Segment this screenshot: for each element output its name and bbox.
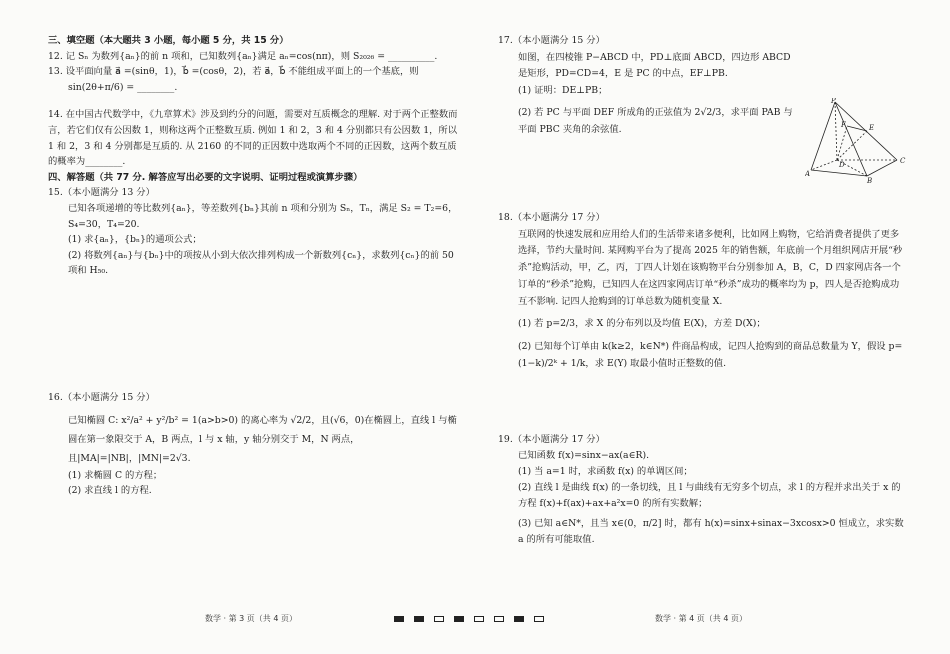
label-b: B xyxy=(867,177,873,183)
question-18-part2: (2) 已知每个订单由 k(k≥2，k∈N*) 件商品构成，记四人抢购到的商品总数量为 Y，假设 p=(1−k)/2ᵏ + 1/k，求 E(Y) 取最小值时正整数的值. xyxy=(518,340,903,369)
question-14: 14. 在中国古代数学中，《九章算术》涉及到约分的问题，需要对互质概念的理解. 对于两个正整数而言，若它们仅有公因数 1，则称这两个正整数互质. 例如 1 和 2，3 和 4 分别都只有公因数 1，所以 1 和 2，3 和 4 分别都是互质的. 从 2160 的不同的正因数中选取两个不同的正因数，这两个数互质的概率为________. xyxy=(48,109,458,168)
mark xyxy=(474,616,484,622)
label-p: P xyxy=(831,98,836,105)
question-17-block xyxy=(498,33,798,138)
question-13-line1: 13. 设平面向量 a⃗ =(sinθ，1)，b⃗ =(cosθ，2)，若 a⃗，b⃗ 不能组成平面上的一个基底，则 xyxy=(48,66,419,78)
edge-df xyxy=(837,126,847,160)
label-a: A xyxy=(805,170,811,178)
mark xyxy=(434,616,444,622)
question-15-part1: (1) 求{aₙ}，{bₙ}的通项公式； xyxy=(68,234,202,246)
label-e: E xyxy=(869,124,875,132)
section-fill-in-heading: 三、填空题（本大题共 3 小题，每小题 5 分，共 15 分） xyxy=(48,35,289,46)
question-19-part3: (3) 已知 a∈N*，且当 x∈(0，π/2] 时，都有 h(x)=sinx+sinax−3xcosx>0 恒成立，求实数 a 的所有可能取值. xyxy=(518,518,904,545)
pyramid-figure xyxy=(805,98,915,183)
question-13-line2: sin(2θ+π/6) = ________. xyxy=(68,81,178,93)
edge-pa xyxy=(811,102,835,170)
question-19-block xyxy=(498,432,908,548)
label-c: C xyxy=(900,157,906,165)
question-15-stem: 已知各项递增的等比数列{aₙ}，等差数列{bₙ}其前 n 项和分别为 Sₙ，Tₙ，满足 S₂ = T₂=6，S₄=30，T₄=20. xyxy=(68,202,458,230)
edge-de xyxy=(837,131,867,160)
section-solution-heading: 四、解答题（共 77 分. 解答应写出必要的文字说明、证明过程或演算步骤） xyxy=(48,171,363,183)
left-column xyxy=(48,33,458,279)
edge-da xyxy=(811,160,837,170)
question-18-stem: 互联网的快速发展和应用给人们的生活带来诸多便利，比如网上购物，它给消费者提供了更多选择，节约大量时间. 某网购平台为了提高 2025 年的销售额，年底前一个月组织网店开展“秒杀”抢购活动，甲，乙，丙，丁四人计划在该购物平台分别参加 A，B，C，D 四家网店各一个订单的“秒杀”抢购，已知四人在这四家网店订单“秒杀”成功的概率均为 p，四人是否抢购成功互不影响. 记四人抢购到的订单总数为随机变量 X. xyxy=(518,228,903,307)
label-d: D xyxy=(839,161,845,169)
question-17-stem: 如图，在四棱锥 P−ABCD 中，PD⊥底面 ABCD，四边形 ABCD 是矩形，PD=CD=4，E 是 PC 的中点，EF⊥PB. xyxy=(518,51,791,79)
question-16-header: 16.（本小题满分 15 分） xyxy=(48,392,155,403)
question-19-header: 19.（本小题满分 17 分） xyxy=(498,434,605,445)
question-17-header: 17.（本小题满分 15 分） xyxy=(498,35,605,46)
mark xyxy=(454,616,464,622)
question-19-stem: 已知函数 f(x)=sinx−ax(a∈R). xyxy=(518,450,650,461)
mark xyxy=(494,616,504,622)
question-19-part2: (2) 直线 l 是曲线 f(x) 的一条切线，且 l 与曲线有无穷多个切点，求 l 的方程并求出关于 x 的方程 f(x)+f(ax)+ax+a²x=0 的所有实数解； xyxy=(518,482,901,509)
question-16-stem: 已知椭圆 C: x²/a² + y²/b² = 1(a>b>0) 的离心率为 √2/2，且(√6，0)在椭圆上，直线 l 与椭圆在第一象限交于 A，B 两点，l 与 x 轴，y 轴分别交于 M，N 两点，且|MA|=|NB|，|MN|=2√3. xyxy=(68,415,457,464)
question-18-part1: (1) 若 p=2/3，求 X 的分布列以及均值 E(X)，方差 D(X)； xyxy=(518,318,766,330)
answer-sheet-marks xyxy=(394,616,544,622)
edge-ab xyxy=(811,170,867,176)
mark xyxy=(534,616,544,622)
edge-bc xyxy=(867,160,897,176)
mark xyxy=(514,616,524,622)
question-16-part2: (2) 求直线 l 的方程. xyxy=(68,485,152,496)
edge-fe xyxy=(847,126,867,131)
question-16-part1: (1) 求椭圆 C 的方程； xyxy=(68,470,163,481)
mark xyxy=(414,616,424,622)
edge-pd xyxy=(835,102,837,160)
question-12: 12. 记 Sₙ 为数列{aₙ}的前 n 项和，已知数列{aₙ}满足 aₙ=cos(nπ)，则 S₂₀₂₆ = __________. xyxy=(48,50,438,62)
mark xyxy=(394,616,404,622)
question-17-part2: (2) 若 PC 与平面 DEF 所成角的正弦值为 2√2/3，求平面 PAB 与平面 PBC 夹角的余弦值. xyxy=(518,107,793,135)
question-16-block xyxy=(48,388,458,498)
question-15-header: 15.（本小题满分 13 分） xyxy=(48,187,155,199)
question-19-part1: (1) 当 a=1 时，求函数 f(x) 的单调区间； xyxy=(518,466,693,477)
footer-page-4: 数学 · 第 4 页（共 4 页） xyxy=(655,614,747,623)
footer-page-3: 数学 · 第 3 页（共 4 页） xyxy=(205,614,297,623)
question-18-header: 18.（本小题满分 17 分） xyxy=(498,212,605,223)
question-18-block xyxy=(498,210,908,372)
question-17-part1: (1) 证明：DE⊥PB； xyxy=(518,84,608,96)
question-15-part2: (2) 将数列{aₙ}与{bₙ}中的项按从小到大依次排列构成一个新数列{cₙ}，求数列{cₙ}的前 50 项和 H₅₀. xyxy=(68,249,454,277)
label-f: F xyxy=(841,121,846,129)
